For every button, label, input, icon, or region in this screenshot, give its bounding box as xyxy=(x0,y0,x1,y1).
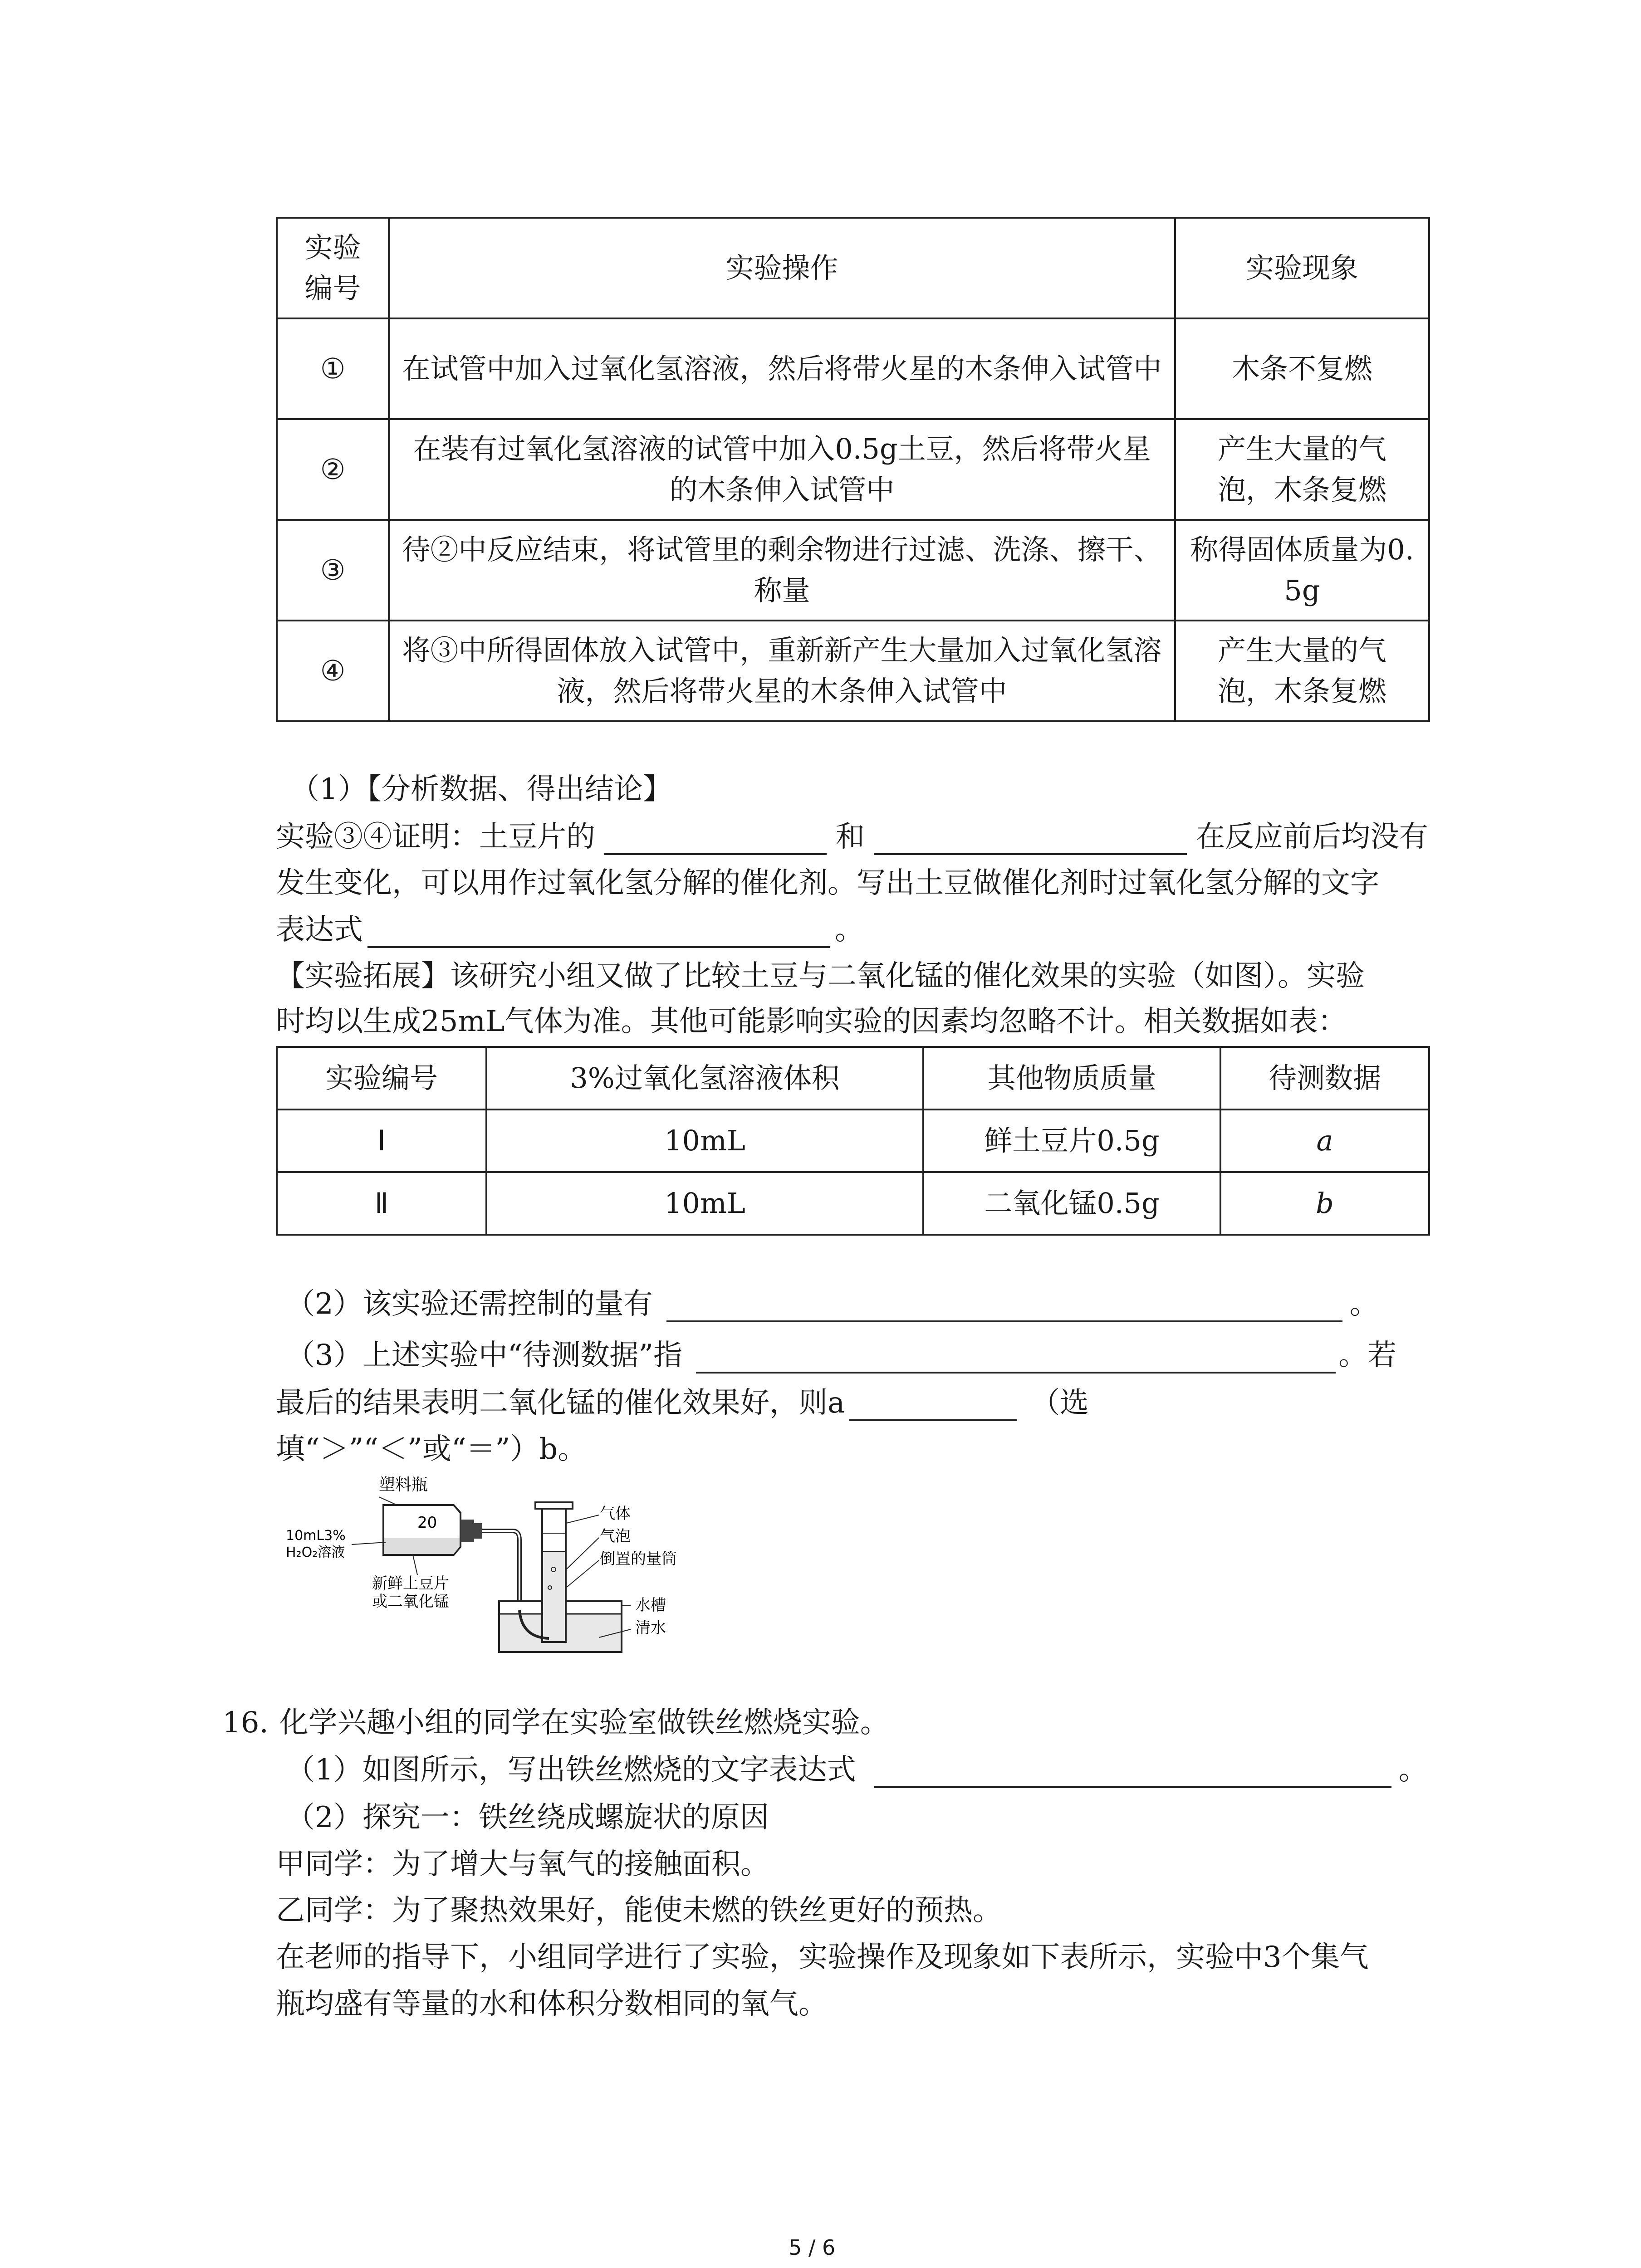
q1-line-3 xyxy=(276,912,864,948)
catalyst-label-2: 或二氧化锰 xyxy=(372,1593,449,1611)
q3-text-3: （选 xyxy=(1031,1386,1089,1420)
q16-para-2: 瓶均盛有等量的水和体积分数相同的氧气。 xyxy=(276,1987,828,2021)
q1-line-1 xyxy=(276,819,1428,855)
table-header-row xyxy=(277,218,1429,318)
q3-text: （3）上述实验中“待测数据”指 xyxy=(286,1339,683,1372)
apparatus-figure xyxy=(281,1470,735,1660)
mass-cell: 二氧化锰0.5g xyxy=(923,1172,1220,1235)
row-number: ③ xyxy=(277,520,389,621)
volume-cell: 10mL xyxy=(486,1110,923,1172)
answer-blank[interactable] xyxy=(849,1389,1017,1421)
q1-text-c: 在反应前后均没有 xyxy=(1196,820,1428,854)
operation-cell: 待②中反应结束，将试管里的剩余物进行过滤、洗涤、擦干、称量 xyxy=(389,520,1175,621)
header-cell: 其他物质质量 xyxy=(923,1047,1220,1110)
bottle-number: 20 xyxy=(417,1514,437,1532)
table-row xyxy=(277,318,1429,419)
q2-line xyxy=(286,1286,1379,1322)
table-row xyxy=(277,419,1429,520)
header-cell: 3%过氧化氢溶液体积 xyxy=(486,1047,923,1110)
data-cell: a xyxy=(1220,1110,1429,1172)
table-header-row xyxy=(277,1047,1429,1110)
label-right: 清水 xyxy=(635,1619,666,1637)
phenomenon-cell: 木条不复燃 xyxy=(1175,318,1429,419)
q1-period: 。 xyxy=(835,913,864,947)
q1-text-b: 和 xyxy=(836,820,865,854)
answer-blank[interactable] xyxy=(666,1290,1342,1322)
question-number: 16. xyxy=(222,1706,269,1740)
answer-blank[interactable] xyxy=(696,1342,1336,1374)
solution-label-2: H₂O₂溶液 xyxy=(286,1545,345,1560)
q16-sub1-text: （1）如图所示，写出铁丝燃烧的文字表达式 xyxy=(286,1753,856,1787)
q2-period: 。 xyxy=(1349,1287,1379,1321)
q2-text: （2）该实验还需控制的量有 xyxy=(286,1287,653,1321)
header-cell: 实验操作 xyxy=(389,218,1175,318)
q3-text-2: 最后的结果表明二氧化锰的催化效果好，则a xyxy=(276,1386,845,1420)
extension-line-1: 【实验拓展】该研究小组又做了比较土豆与二氧化锰的催化效果的实验（如图）。实验 xyxy=(276,959,1365,993)
q16-stem-line xyxy=(222,1705,889,1741)
experiment-table-1 xyxy=(276,217,1430,722)
mass-cell: 鲜土豆片0.5g xyxy=(923,1110,1220,1172)
bottle-label: 塑料瓶 xyxy=(379,1476,428,1494)
solution-label-1: 10mL3% xyxy=(286,1528,346,1544)
table-row xyxy=(277,1172,1429,1235)
answer-blank[interactable] xyxy=(604,823,827,855)
q16-jia: 甲同学：为了增大与氧气的接触面积。 xyxy=(276,1848,769,1881)
q16-sub1-period: 。 xyxy=(1398,1753,1428,1787)
q3-line-3: 填“＞”“＜”或“＝”）b。 xyxy=(276,1432,587,1466)
q3-line-1 xyxy=(286,1337,1396,1374)
plastic-bottle-icon xyxy=(379,1497,482,1555)
operation-cell: 将③中所得固体放入试管中，重新新产生大量加入过氧化氢溶液，然后将带火星的木条伸入试管中 xyxy=(389,621,1175,721)
row-number: Ⅱ xyxy=(277,1172,486,1235)
q1-text-expression: 表达式 xyxy=(276,913,363,947)
phenomenon-cell: 称得固体质量为0.5g xyxy=(1175,520,1429,621)
q3-line-2 xyxy=(276,1385,1089,1421)
table-row xyxy=(277,1110,1429,1172)
row-number: ④ xyxy=(277,621,389,721)
q16-sub2: （2）探究一：铁丝绕成螺旋状的原因 xyxy=(286,1801,769,1834)
q16-sub1 xyxy=(286,1752,1428,1788)
q3-end: 。若 xyxy=(1338,1339,1397,1372)
q1-title: （1）【分析数据、得出结论】 xyxy=(290,772,672,806)
table-row xyxy=(277,621,1429,721)
answer-blank[interactable] xyxy=(367,916,830,948)
q1-text-a: 实验③④证明：土豆片的 xyxy=(276,820,595,854)
data-cell: b xyxy=(1220,1172,1429,1235)
table-row xyxy=(277,520,1429,621)
row-number: Ⅰ xyxy=(277,1110,486,1172)
phenomenon-cell: 产生大量的气泡，木条复燃 xyxy=(1175,419,1429,520)
extension-line-2: 时均以生成25mL气体为准。其他可能影响实验的因素均忽略不计。相关数据如表： xyxy=(276,1005,1347,1038)
q1-line-2: 发生变化，可以用作过氧化氢分解的催化剂。写出土豆做催化剂时过氧化氢分解的文字 xyxy=(276,866,1379,900)
experiment-table-2 xyxy=(276,1046,1430,1236)
q16-stem: 化学兴趣小组的同学在实验室做铁丝燃烧实验。 xyxy=(279,1706,889,1740)
label-right: 倒置的量筒 xyxy=(600,1550,677,1568)
q16-yi: 乙同学：为了聚热效果好，能使未燃的铁丝更好的预热。 xyxy=(276,1894,1002,1927)
answer-blank[interactable] xyxy=(874,823,1187,855)
answer-blank[interactable] xyxy=(874,1756,1391,1788)
header-cell: 实验现象 xyxy=(1175,218,1429,318)
label-right: 气体 xyxy=(600,1505,631,1523)
header-cell: 实验编号 xyxy=(277,218,389,318)
operation-cell: 在试管中加入过氧化氢溶液，然后将带火星的木条伸入试管中 xyxy=(389,318,1175,419)
row-number: ② xyxy=(277,419,389,520)
label-right: 水槽 xyxy=(635,1596,666,1614)
row-number: ① xyxy=(277,318,389,419)
operation-cell: 在装有过氧化氢溶液的试管中加入0.5g土豆，然后将带火星的木条伸入试管中 xyxy=(389,419,1175,520)
page-number: 5 / 6 xyxy=(789,2235,836,2260)
header-cell: 实验编号 xyxy=(277,1047,486,1110)
catalyst-label-1: 新鲜土豆片 xyxy=(372,1574,449,1593)
phenomenon-cell: 产生大量的气泡，木条复燃 xyxy=(1175,621,1429,721)
header-cell: 待测数据 xyxy=(1220,1047,1429,1110)
label-right: 气泡 xyxy=(600,1527,631,1545)
q16-para-1: 在老师的指导下，小组同学进行了实验，实验操作及现象如下表所示，实验中3个集气 xyxy=(276,1941,1369,1974)
volume-cell: 10mL xyxy=(486,1172,923,1235)
